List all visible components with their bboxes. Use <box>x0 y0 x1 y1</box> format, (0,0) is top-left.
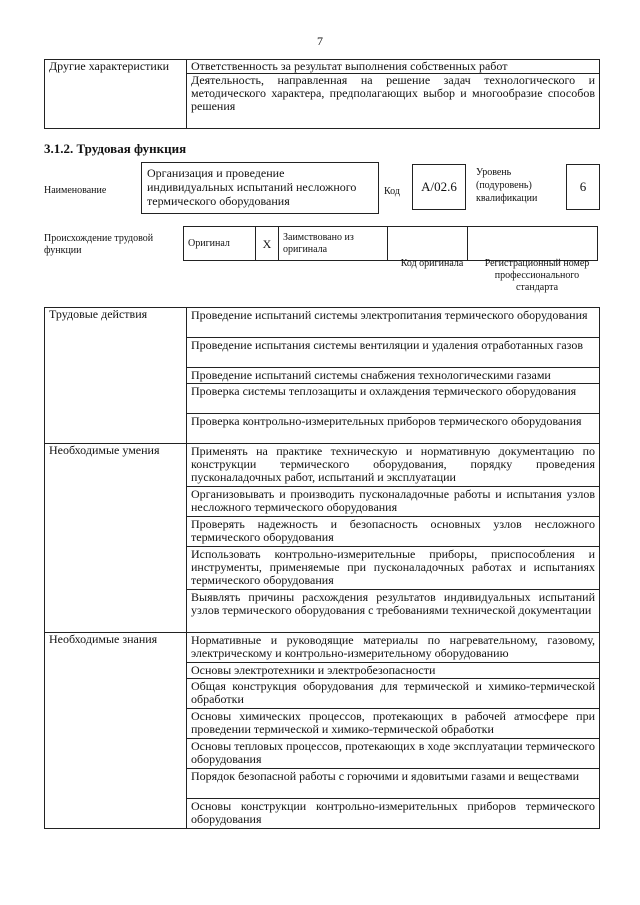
original-label: Оригинал <box>184 227 256 261</box>
other-characteristics-label: Другие характеристики <box>45 60 187 129</box>
name-label: Наименование <box>44 185 107 196</box>
registration-number-cell <box>468 227 598 261</box>
level-label-line: квалификации <box>476 193 538 204</box>
qualification-level-box: 6 <box>566 164 600 210</box>
table-item: Применять на практике техническую и нормативную документацию по конструкции термического оборудования, порядку проведения пусконаладочных работ, испытаний и эксплуатации <box>187 444 600 487</box>
origin-label-line: Происхождение трудовой <box>44 233 154 244</box>
section-label-skills: Необходимые умения <box>45 444 187 633</box>
section-label-actions: Трудовые действия <box>45 308 187 444</box>
other-characteristics-item: Ответственность за результат выполнения собственных работ <box>187 60 600 74</box>
table-item: Проверка системы теплозащиты и охлаждения термического оборудования <box>187 384 600 414</box>
registration-number-caption: Регистрационный номер профессионального стандарта <box>484 258 590 293</box>
level-label-line: (подуровень) <box>476 180 532 191</box>
table-item: Общая конструкция оборудования для термической и химико-термической обработки <box>187 679 600 709</box>
table-item: Основы электротехники и электробезопасности <box>187 663 600 679</box>
table-item: Основы тепловых процессов, протекающих в ходе эксплуатации термического оборудования <box>187 739 600 769</box>
section-title: 3.1.2. Трудовая функция <box>44 141 187 156</box>
table-item: Проверять надежность и безопасность основных узлов несложного термического оборудования <box>187 517 600 547</box>
table-item: Проведение испытаний системы снабжения технологическими газами <box>187 368 600 384</box>
origin-table <box>183 226 598 261</box>
original-code-caption: Код оригинала <box>400 258 464 269</box>
table-item: Проведение испытаний системы электропитания термического оборудования <box>187 308 600 338</box>
code-label: Код <box>384 186 400 197</box>
function-name-box: Организация и проведение индивидуальных испытаний несложного термического оборудования <box>141 162 379 214</box>
table-item: Проверка контрольно-измерительных приборов термического оборудования <box>187 414 600 444</box>
table-item: Порядок безопасной работы с горючими и ядовитыми газами и веществами <box>187 769 600 799</box>
table-item: Основы конструкции контрольно-измерительных приборов термического оборудования <box>187 799 600 829</box>
table-item: Основы химических процессов, протекающих в рабочей атмосфере при проведении термической и химико-термической обработки <box>187 709 600 739</box>
other-characteristics-table <box>44 59 600 129</box>
borrowed-label: Заимствовано из оригинала <box>279 227 388 261</box>
section-label-knowledge: Необходимые знания <box>45 633 187 829</box>
qualification-level-label <box>476 166 537 205</box>
table-item: Использовать контрольно-измерительные приборы, приспособления и инструменты, применяемые при пусконаладочных работах и испытаниях термического оборудования <box>187 547 600 590</box>
level-label-line: Уровень <box>476 167 512 178</box>
table-item: Проведение испытания системы вентиляции и удаления отработанных газов <box>187 338 600 368</box>
table-item: Нормативные и руководящие материалы по нагревательному, газовому, электрическому и контрольно-измерительному оборудованию <box>187 633 600 663</box>
table-item: Организовывать и производить пусконаладочные работы и испытания узлов несложного термического оборудования <box>187 487 600 517</box>
origin-label-line: функции <box>44 245 82 256</box>
page-number: 7 <box>317 34 323 48</box>
table-item: Выявлять причины расхождения результатов индивидуальных испытаний узлов термического оборудования с требованиями технической документации <box>187 590 600 633</box>
original-code-cell <box>388 227 468 261</box>
code-value-box: А/02.6 <box>412 164 466 210</box>
labor-function-table <box>44 307 600 829</box>
other-characteristics-item: Деятельность, направленная на решение задач технологического и методического характера, предполагающих выбор и многообразие способов решения <box>187 74 600 129</box>
original-mark: X <box>256 227 279 261</box>
origin-label <box>44 233 153 257</box>
